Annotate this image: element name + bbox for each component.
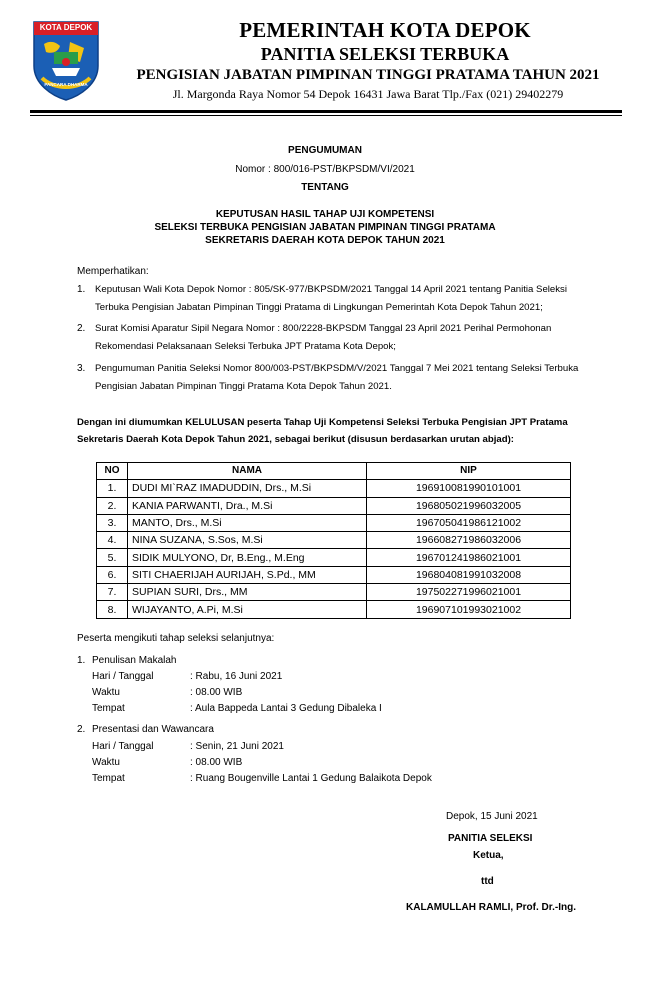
row-number: 1.: [97, 480, 128, 497]
results-table: [96, 462, 571, 619]
considering-item-3-line2: Pengisian Jabatan Pimpinan Tinggi Pratama Kota Depok Tahun 2021.: [95, 381, 392, 392]
stage-2-num: 2.: [77, 724, 86, 735]
considering-item-3-num: 3.: [77, 363, 86, 374]
table-row: [97, 497, 571, 514]
announcement-number: Nomor : 800/016-PST/BKPSDM/VI/2021: [235, 164, 415, 175]
row-nip: 196705041986121002: [367, 514, 571, 531]
row-name: MANTO, Drs., M.Si: [128, 514, 367, 531]
stage-1-date-value: : Rabu, 16 Juni 2021: [190, 671, 283, 682]
row-name: SUPIAN SURI, Drs., MM: [128, 584, 367, 601]
declaration-line1: Dengan ini diumumkan KELULUSAN peserta Tahap Uji Kompetensi Seleksi Terbuka Pengisian JPT Pratama: [77, 417, 568, 428]
stage-1-num: 1.: [77, 655, 86, 666]
stage-2-place-value: : Ruang Bougenville Lantai 1 Gedung Balaikota Depok: [190, 773, 432, 784]
row-number: 2.: [97, 497, 128, 514]
column-header-nip: NIP: [367, 463, 571, 480]
column-header-name: NAMA: [128, 463, 367, 480]
table-row: [97, 549, 571, 566]
letterhead-rule-thick: [30, 110, 622, 113]
letterhead-address: Jl. Margonda Raya Nomor 54 Depok 16431 Jawa Barat Tlp./Fax (021) 29402279: [172, 87, 564, 101]
considering-item-2-line1: Surat Komisi Aparatur Sipil Negara Nomor : 800/2228-BKPSDM Tanggal 23 April 2021 Perihal Permohonan: [95, 323, 552, 334]
row-number: 4.: [97, 532, 128, 549]
table-row: [97, 566, 571, 583]
table-row: [97, 532, 571, 549]
row-name: KANIA PARWANTI, Dra., M.Si: [128, 497, 367, 514]
declaration-line2: Sekretaris Daerah Kota Depok Tahun 2021, sebagai berikut (disusun berdasarkan urutan abjad):: [77, 434, 515, 445]
row-name: WIJAYANTO, A.Pi, M.Si: [128, 601, 367, 618]
row-nip: 196804081991032008: [367, 566, 571, 583]
signature-committee: PANITIA SELEKSI: [448, 833, 533, 844]
stage-1-title: Penulisan Makalah: [92, 655, 177, 666]
letterhead-line3: PENGISIAN JABATAN PIMPINAN TINGGI PRATAMA TAHUN 2021: [136, 67, 600, 83]
stage-1-date-label: Hari / Tanggal: [92, 671, 154, 682]
table-header-row: [97, 463, 571, 480]
announcement-subject-2: SELEKSI TERBUKA PENGISIAN JABATAN PIMPINAN TINGGI PRATAMA: [154, 222, 496, 233]
considering-item-2-num: 2.: [77, 323, 86, 334]
row-number: 6.: [97, 566, 128, 583]
row-nip: 196701241986021001: [367, 549, 571, 566]
column-header-no: NO: [97, 463, 128, 480]
stage-1-place-value: : Aula Bappeda Lantai 3 Gedung Dibaleka I: [190, 703, 382, 714]
signature-signed: ttd: [481, 876, 494, 887]
signature-place-date: Depok, 15 Juni 2021: [446, 811, 538, 822]
stage-2-date-value: : Senin, 21 Juni 2021: [190, 741, 284, 752]
considering-item-1-num: 1.: [77, 284, 86, 295]
considering-item-1-line2: Terbuka Pengisian Jabatan Pimpinan Tinggi Pratama di Lingkungan Pemerintah Kota Depok Tahun 2021;: [95, 302, 543, 313]
considering-intro: Memperhatikan:: [77, 266, 149, 277]
announcement-subject-1: KEPUTUSAN HASIL TAHAP UJI KOMPETENSI: [215, 209, 435, 220]
row-number: 5.: [97, 549, 128, 566]
row-nip: 197502271996021001: [367, 584, 571, 601]
row-nip: 196910081990101001: [367, 480, 571, 497]
announcement-subject-3: SEKRETARIS DAERAH KOTA DEPOK TAHUN 2021: [205, 235, 445, 246]
row-name: SITI CHAERIJAH AURIJAH, S.Pd., MM: [128, 566, 367, 583]
table-row: [97, 480, 571, 497]
row-name: NINA SUZANA, S.Sos, M.Si: [128, 532, 367, 549]
stage-2-title: Presentasi dan Wawancara: [92, 724, 214, 735]
stage-1-place-label: Tempat: [92, 703, 125, 714]
row-name: DUDI MI`RAZ IMADUDDIN, Drs., M.Si: [128, 480, 367, 497]
stage-1-time-label: Waktu: [92, 687, 120, 698]
stage-2-date-label: Hari / Tanggal: [92, 741, 154, 752]
table-row: [97, 601, 571, 618]
table-row: [97, 584, 571, 601]
letterhead-rule-thin: [30, 115, 622, 116]
letterhead-line1: PEMERINTAH KOTA DEPOK: [239, 18, 531, 42]
announcement-title: PENGUMUMAN: [288, 145, 362, 156]
row-nip: 196608271986032006: [367, 532, 571, 549]
stage-2-time-value: : 08.00 WIB: [190, 757, 243, 768]
logo-text: KOTA DEPOK: [39, 23, 93, 32]
logo-motto: PANCARA DHARMA: [44, 82, 88, 87]
row-number: 7.: [97, 584, 128, 601]
stage-2-place-label: Tempat: [92, 773, 125, 784]
announcement-about: TENTANG: [301, 182, 349, 193]
considering-item-1-line1: Keputusan Wali Kota Depok Nomor : 805/SK-977/BKPSDM/2021 Tanggal 14 April 2021 tentang Panitia Seleksi: [95, 284, 567, 295]
next-stage-intro: Peserta mengikuti tahap seleksi selanjutnya:: [77, 633, 275, 644]
signature-name: KALAMULLAH RAMLI, Prof. Dr.-Ing.: [406, 902, 576, 913]
stage-2-time-label: Waktu: [92, 757, 120, 768]
table-row: [97, 514, 571, 531]
considering-item-2-line2: Rekomendasi Pelaksanaan Seleksi Terbuka JPT Pratama Kota Depok;: [95, 341, 396, 352]
stage-1-time-value: : 08.00 WIB: [190, 687, 243, 698]
considering-item-3-line1: Pengumuman Panitia Seleksi Nomor 800/003-PST/BKPSDM/V/2021 Tanggal 7 Mei 2021 tentang Seleksi Terbuka: [95, 363, 579, 374]
row-number: 3.: [97, 514, 128, 531]
signature-role: Ketua,: [473, 850, 504, 861]
city-logo: [30, 18, 102, 102]
row-name: SIDIK MULYONO, Dr, B.Eng., M.Eng: [128, 549, 367, 566]
row-nip: 196805021996032005: [367, 497, 571, 514]
letterhead-line2: PANITIA SELEKSI TERBUKA: [260, 44, 510, 64]
row-nip: 196907101993021002: [367, 601, 571, 618]
row-number: 8.: [97, 601, 128, 618]
